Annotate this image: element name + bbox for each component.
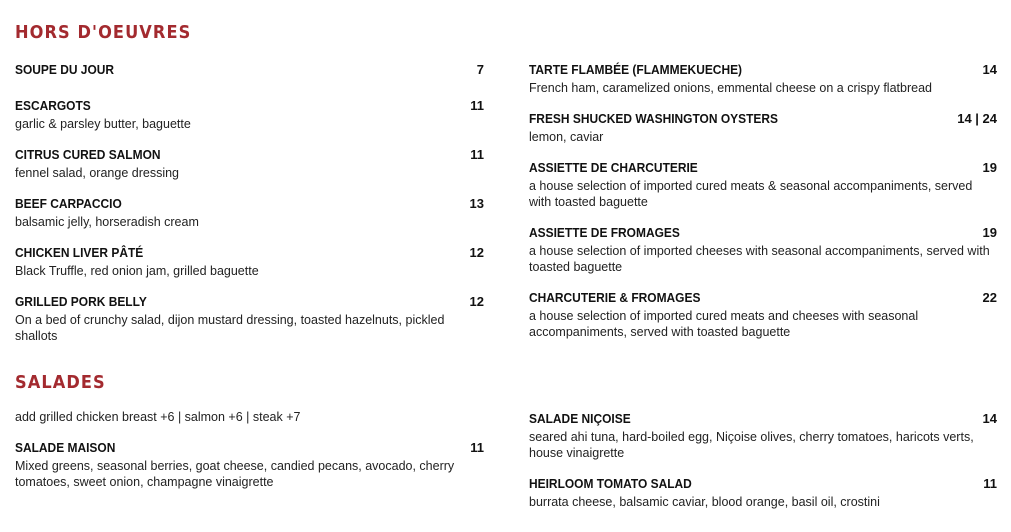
menu-item-description: burrata cheese, balsamic caviar, blood orange, basil oil, crostini [529,495,880,509]
menu-item-name: SALADE NIÇOISE [529,411,631,426]
menu-item-price: 14 [982,411,997,426]
menu-item-name: GRILLED PORK BELLY [15,294,147,309]
menu-item-price: 14 | 24 [957,111,997,126]
menu-item-name: ASSIETTE DE FROMAGES [529,225,680,240]
menu-item-price: 22 [982,290,997,305]
menu-item-price: 11 [983,476,997,491]
menu-item-name: CITRUS CURED SALMON [15,147,161,162]
menu-item-price: 7 [476,62,484,77]
menu-item-name: ESCARGOTS [15,98,91,113]
menu-item-price: 11 [470,440,484,455]
menu-item-price: 19 [982,225,997,240]
menu-item-price: 12 [469,294,484,309]
section-title-hors-doeuvres: HORS D'OEUVRES [15,22,192,43]
menu-item-name: SOUPE DU JOUR [15,62,115,77]
menu-item-description: a house selection of imported cured meats & seasonal accompaniments, served with toasted baguette [529,179,973,209]
menu-item [15,97,484,132]
menu-item [529,110,997,145]
menu-item [529,159,997,210]
menu-item-description: balsamic jelly, horseradish cream [15,215,199,229]
menu-item-description: a house selection of imported cured meats and cheeses with seasonal accompaniments, served with toasted baguette [529,309,919,339]
menu-item [529,61,997,96]
menu-item-description: seared ahi tuna, hard-boiled egg, Niçoise olives, cherry tomatoes, haricots verts, house vinaigrette [529,430,974,460]
salad-addons-note: add grilled chicken breast +6 | salmon +6 | steak +7 [15,410,301,424]
menu-item [529,224,997,275]
menu-item [15,244,484,279]
menu-item-name: BEEF CARPACCIO [15,196,122,211]
menu-item-description: French ham, caramelized onions, emmental cheese on a crispy flatbread [529,81,932,95]
menu-item-name: TARTE FLAMBÉE (FLAMMEKUECHE) [529,62,743,77]
section-title-salades: SALADES [15,372,106,393]
menu-item-name: FRESH SHUCKED WASHINGTON OYSTERS [529,111,778,126]
menu-item [529,410,997,461]
menu-item-description: fennel salad, orange dressing [15,166,180,180]
menu-item [529,289,997,340]
menu-item-price: 13 [469,196,484,211]
menu-item-name: HEIRLOOM TOMATO SALAD [529,476,692,491]
menu-item [15,195,484,230]
menu-item [529,475,997,510]
menu-item-price: 19 [982,160,997,175]
menu-item-description: garlic & parsley butter, baguette [15,117,191,131]
menu-item-price: 11 [470,98,484,113]
menu-item-price: 11 [470,147,484,162]
menu-item-description: lemon, caviar [529,130,604,144]
menu-item-name: ASSIETTE DE CHARCUTERIE [529,160,698,175]
menu-item-description: On a bed of crunchy salad, dijon mustard dressing, toasted hazelnuts, pickled shallots [15,313,445,343]
menu-item-name: CHICKEN LIVER PÂTÉ [15,245,144,260]
menu-item [15,293,484,344]
menu-item [15,146,484,181]
menu-item [15,61,484,79]
menu-item-description: Mixed greens, seasonal berries, goat cheese, candied pecans, avocado, cherry tomatoes, sweet onion, champagne vinaigrette [15,459,455,489]
menu-item-description: Black Truffle, red onion jam, grilled baguette [15,264,259,278]
menu-item-price: 12 [469,245,484,260]
menu-item-price: 14 [982,62,997,77]
menu-item [15,439,484,490]
menu-item-name: SALADE MAISON [15,440,116,455]
menu-item-description: a house selection of imported cheeses with seasonal accompaniments, served with toasted baguette [529,244,990,274]
menu-item-name: CHARCUTERIE & FROMAGES [529,290,701,305]
